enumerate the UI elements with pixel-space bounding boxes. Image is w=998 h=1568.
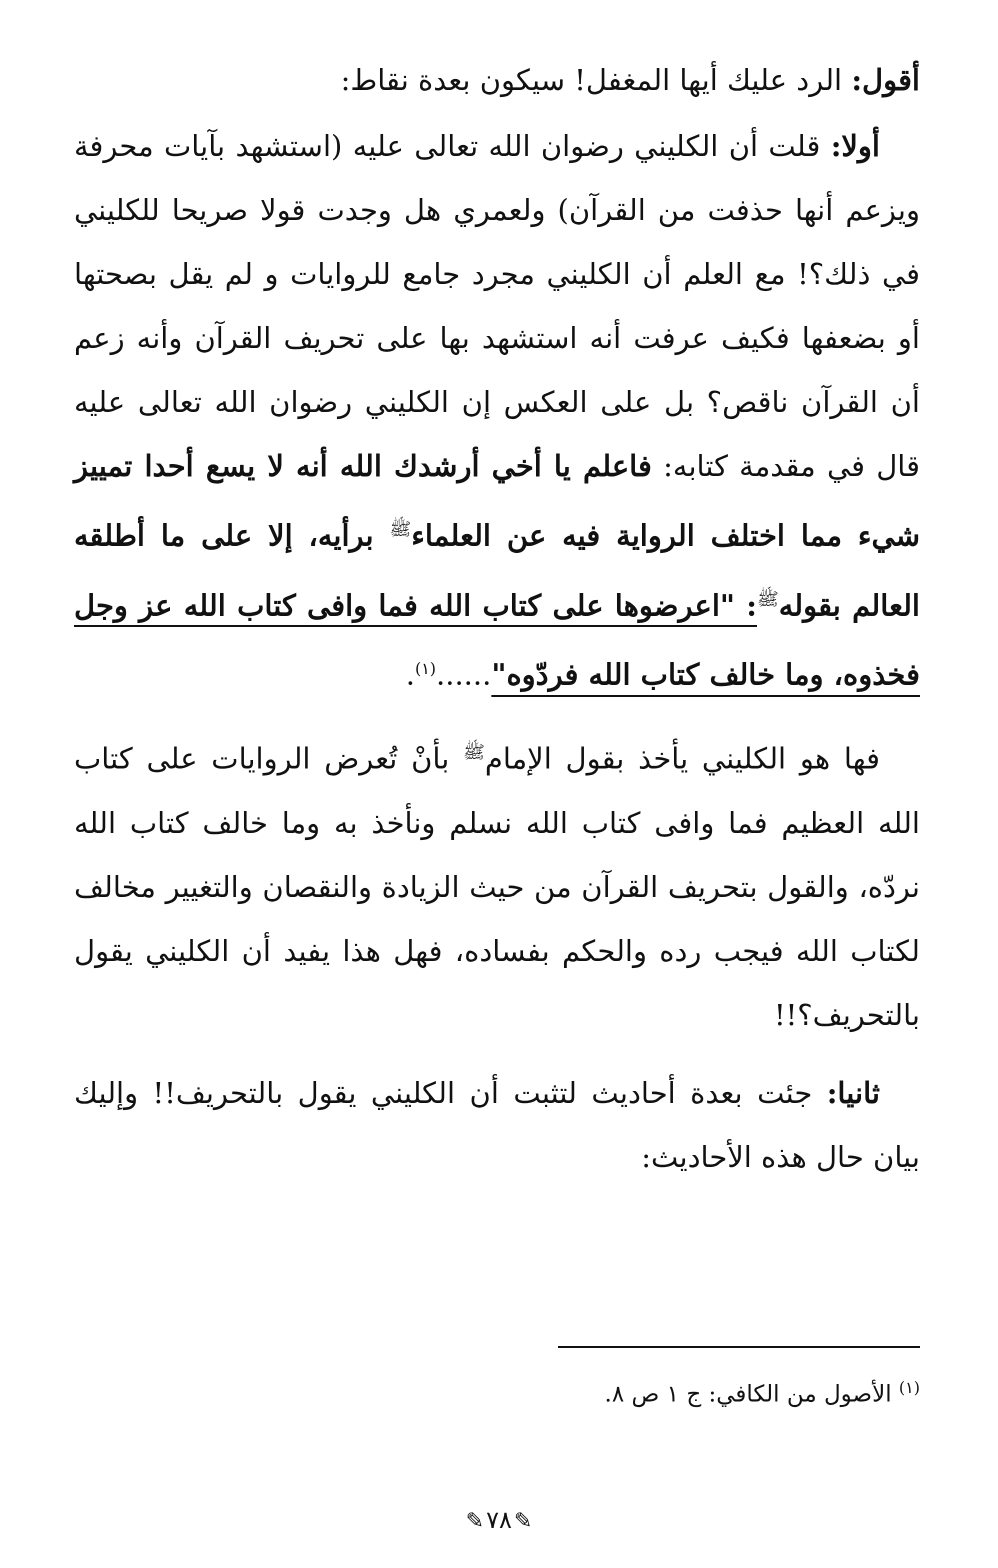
underlined-hadith-quote: : "اعرضوها على كتاب الله فما وافى كتاب الله عز وجل فخذوه، وما خالف كتاب الله فردّوه" (74, 588, 920, 692)
paragraph-3 (74, 721, 920, 1047)
footnote-text: الأصول من الكافي: ج ١ ص ٨. (604, 1381, 899, 1408)
quoted-text: فاعلم يا أخي أرشدك الله أنه لا يسع أحدا تمييز شيء مما اختلف الرواية فيه عن العلماء (74, 449, 920, 553)
honorific-glyph: ﷺ (389, 519, 412, 540)
paragraph-text: بأنْ تُعرض الروايات على كتاب الله العظيم فما وافى كتاب الله نسلم ونأخذ به وما خالف كتاب الله نردّه، والقول بتحريف القرآن من حيث الزيادة والنقصان والتغيير مخالف لكتاب الله فيجب رده والحكم بفساده، فهل هذا يفيد أن الكليني يقول بالتحريف؟!! (74, 741, 920, 1032)
paragraph-text: قلت أن الكليني رضوان الله تعالى عليه (استشهد بآيات محرفة ويزعم أنها حذفت من القرآن) ولعمري هل وجدت قولا صريحا للكليني في ذلك؟! مع العلم أن الكليني مجرد جامع للروايات و لم يقل بصحتها أو بضعفها فكيف عرفت أنه استشهد بها على تحريف القرآن وأنه زعم أن القرآن ناقص؟ بل على العكس إن الكليني رضوان الله تعالى عليه قال في مقدمة كتابه: (74, 129, 921, 483)
footnote-reference[interactable]: (١) (414, 659, 437, 679)
honorific-glyph: ﷺ (757, 588, 779, 610)
paragraph-lead: أولا: (830, 129, 880, 163)
footnote-marker: (١) (898, 1378, 920, 1397)
honorific-glyph: ﷺ (463, 741, 485, 763)
paragraph-lead: ثانيا: (826, 1075, 880, 1110)
paragraph-2 (74, 114, 920, 707)
ellipsis: ...... (436, 657, 492, 692)
ornament-icon: ✎ (513, 1509, 533, 1534)
paragraph-4 (74, 1061, 920, 1189)
paragraph-text: فها هو الكليني يأخذ بقول الإمام (484, 741, 880, 776)
page-number-value: ٧٨ (486, 1506, 512, 1534)
ornament-icon: ✎ (465, 1509, 485, 1534)
footnote (74, 1370, 920, 1413)
paragraph-lead: أقول: (851, 63, 920, 97)
paragraph-text: الرد عليك أيها المغفل! سيكون بعدة نقاط: (340, 63, 852, 97)
page-number (0, 1506, 998, 1534)
paragraph-1 (74, 48, 920, 112)
paragraph-text: جئت بعدة أحاديث لتثبت أن الكليني يقول بالتحريف!! وإليك بيان حال هذه الأحاديث: (74, 1075, 920, 1174)
quoted-text: برأيه، إلا على ما أطلقه العالم بقوله (74, 518, 920, 623)
sentence-end: . (405, 657, 415, 692)
page-body (74, 48, 920, 1203)
footnote-divider (558, 1346, 920, 1348)
